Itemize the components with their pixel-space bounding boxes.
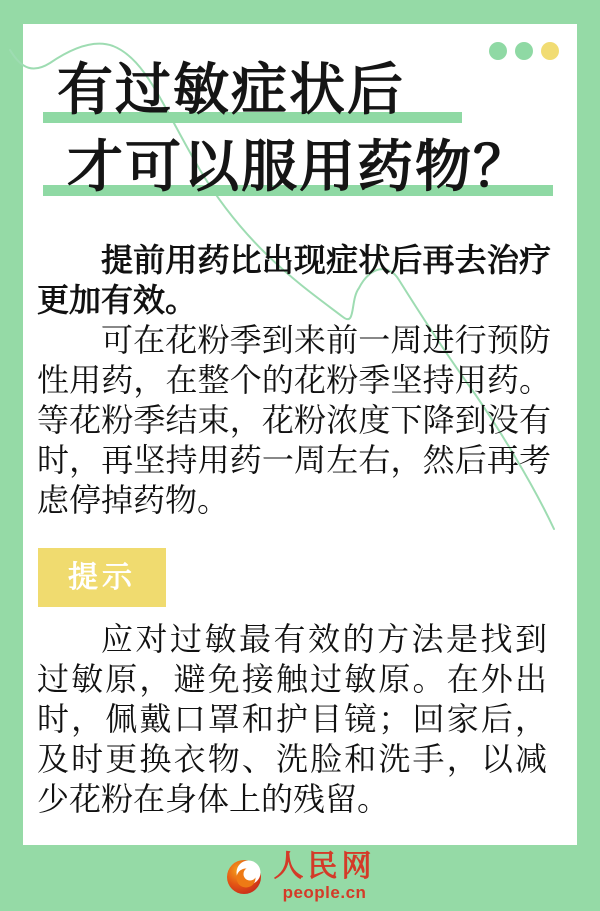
article-body <box>37 240 551 520</box>
brand-domain: people.cn <box>282 883 367 902</box>
title-line-2 <box>67 135 531 198</box>
yellow-dot-icon <box>541 42 559 60</box>
lead-paragraph: 提前用药比出现症状后再去治疗更加有效。 <box>37 242 551 318</box>
green-dot-icon <box>489 42 507 60</box>
window-dots <box>489 42 559 60</box>
tip-paragraph: 应对过敏最有效的方法是找到过敏原，避免接触过敏原。在外出时，佩戴口罩和护目镜；回家后，及时更换衣物、洗脸和洗手，以减少花粉在身体上的残留。 <box>37 621 547 817</box>
green-dot-icon <box>515 42 533 60</box>
title-text-1: 有过敏症状后 <box>57 58 405 121</box>
body-paragraph: 可在花粉季到来前一周进行预防性用药，在整个的花粉季坚持用药。等花粉季结束，花粉浓度下降到没有时，再坚持用药一周左右，然后再考虑停掉药物。 <box>37 322 551 518</box>
title-text-2: 才可以服用药物？ <box>67 135 531 198</box>
brand-logo <box>0 851 600 902</box>
title-line-1 <box>57 58 405 121</box>
tip-badge: 提示 <box>38 548 166 607</box>
brand-name: 人民网 <box>273 849 376 884</box>
people-cn-logo-icon <box>225 853 267 899</box>
